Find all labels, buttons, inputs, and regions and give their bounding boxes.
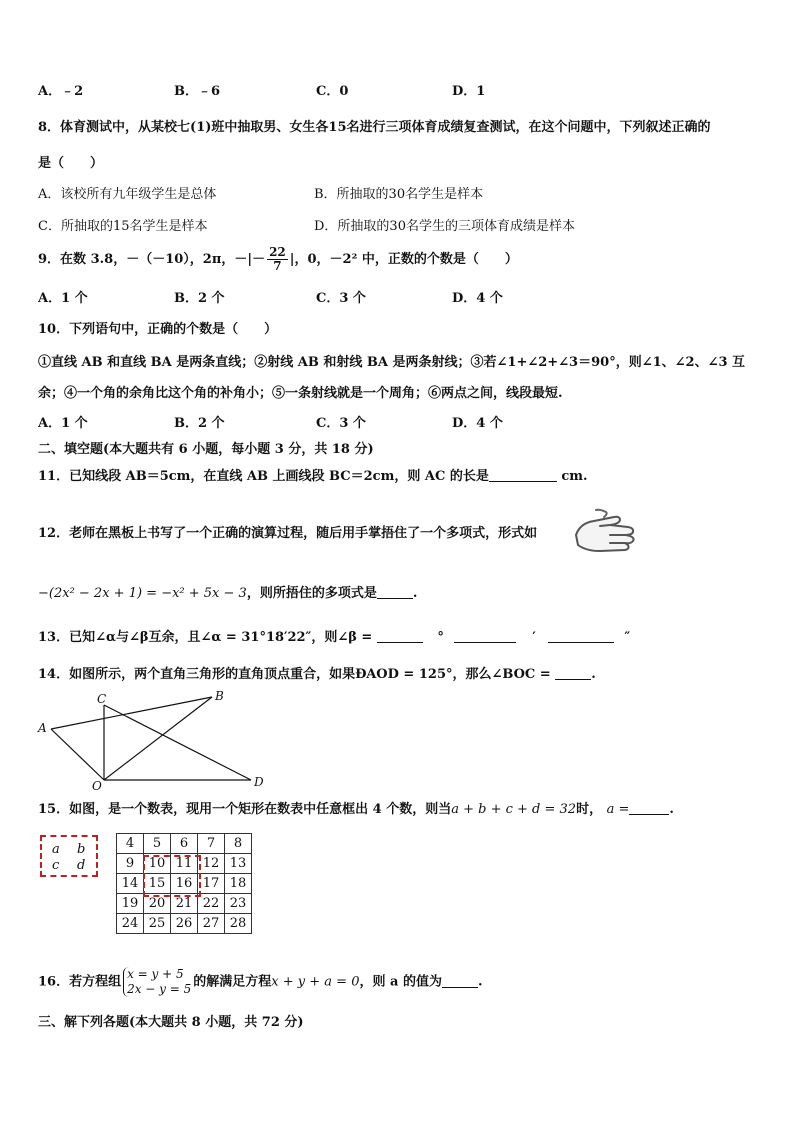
q15-selection-box-legend (40, 835, 98, 877)
q7-option-d: D．1 (452, 84, 486, 99)
q15-stem-pre: 15．如图，是一个数表，现用一个矩形在数表中任意框出 4 个数，则当 (38, 802, 452, 817)
box-b: b (77, 842, 86, 857)
label-a: A (38, 721, 47, 735)
q11-answer-blank[interactable] (489, 468, 557, 482)
q7-option-a: A．﹣2 (38, 84, 84, 99)
q9-option-b: B．2 个 (174, 291, 225, 306)
table-cell: 22 (198, 894, 225, 914)
q13-degree-blank[interactable] (377, 629, 423, 643)
q9-frac-numerator: 22 (269, 245, 286, 259)
q15-stem (38, 801, 674, 819)
segment-ob (104, 697, 212, 780)
q9-option-c: C．3 个 (316, 291, 366, 306)
table-cell: 19 (117, 894, 144, 914)
q12-formula-line (38, 585, 417, 603)
label-c: C (97, 692, 107, 706)
table-cell: 10 (144, 854, 171, 874)
table-cell: 28 (225, 914, 252, 934)
q12-answer-blank[interactable] (377, 585, 413, 599)
segment-cd (104, 705, 251, 780)
q16-end: . (477, 974, 483, 990)
table-cell: 23 (225, 894, 252, 914)
q8-stem-line2: 是（ ） (38, 156, 104, 171)
table-cell: 12 (198, 854, 225, 874)
q10-statement-line1: ①直线 AB 和直线 BA 是两条直线；②射线 AB 和射线 BA 是两条射线；③若∠1+∠2+∠3＝90°，则∠1、∠2、∠3 互 (38, 355, 746, 370)
table-cell: 17 (198, 874, 225, 894)
q8-option-b: B．所抽取的30名学生是样本 (314, 187, 484, 202)
q13-stem-pre: 13．已知∠α与∠β互余，且∠α = 31°18′22″，则∠β = (38, 630, 377, 645)
table-cell: 18 (225, 874, 252, 894)
q10-option-b: B．2 个 (174, 416, 225, 431)
label-b: B (215, 689, 224, 703)
table-cell: 14 (117, 874, 144, 894)
q15-stem-mid: 时， (576, 802, 603, 817)
q16-stem (38, 967, 482, 997)
table-cell: 5 (144, 834, 171, 854)
table-cell: 20 (144, 894, 171, 914)
q13-minute-blank[interactable] (454, 629, 516, 643)
q10-option-c: C．3 个 (316, 416, 366, 431)
q12-formula: −(2x² − 2x + 1) = −x² + 5x − 3 (38, 586, 247, 601)
hand-covering-icon (570, 505, 640, 557)
q8-option-a: A．该校所有九年级学生是总体 (38, 187, 217, 202)
q14-triangle-figure (34, 688, 270, 794)
q15-equation: a + b + c + d = 32 (451, 802, 577, 817)
q15-table-highlight-box (143, 855, 201, 897)
table-cell: 16 (171, 874, 198, 894)
q9-frac-denominator: 7 (273, 259, 282, 273)
q10-option-d: D．4 个 (452, 416, 503, 431)
q9-stem (38, 246, 518, 273)
table-row (117, 834, 252, 854)
q10-option-a: A．1 个 (38, 416, 88, 431)
q15-variable: a = (606, 802, 630, 817)
q13-stem (38, 629, 630, 647)
q13-degree-sign: ° (437, 630, 444, 645)
q12-end: . (412, 586, 418, 601)
box-c: c (52, 858, 60, 873)
q16-stem-pre: 16．若方程组 (38, 974, 122, 990)
table-cell: 7 (198, 834, 225, 854)
label-o: O (92, 779, 102, 793)
q8-stem-line1: 8．体育测试中，从某校七(1)班中抽取男、女生各15名进行三项体育成绩复查测试，在这个问题中，下列叙述正确的 (38, 120, 711, 135)
q16-stem-mid: 的解满足方程 (193, 974, 272, 990)
q7-option-b: B．﹣6 (174, 84, 221, 99)
table-cell: 6 (171, 834, 198, 854)
q14-stem-pre: 14．如图所示，两个直角三角形的直角顶点重合，如果ÐAOD = 125°，那么∠BOC = (38, 667, 551, 682)
table-cell: 25 (144, 914, 171, 934)
table-cell: 27 (198, 914, 225, 934)
segment-ab (51, 697, 212, 729)
q9-option-d: D．4 个 (452, 291, 503, 306)
q8-option-d: D．所抽取的30名学生的三项体育成绩是样本 (314, 219, 575, 234)
q13-minute-sign: ′ (532, 630, 536, 645)
section-2-heading: 二、填空题(本大题共有 6 小题，每小题 3 分，共 18 分) (38, 442, 374, 457)
table-cell: 21 (171, 894, 198, 914)
q9-option-a: A．1 个 (38, 291, 88, 306)
q11-stem-pre: 11．已知线段 AB＝5cm，在直线 AB 上画线段 BC＝2cm，则 AC 的长是 (38, 469, 489, 484)
segment-ao (51, 729, 104, 780)
section-3-heading: 三、解下列各题(本大题共 8 小题，共 72 分) (38, 1015, 304, 1030)
table-cell: 24 (117, 914, 144, 934)
table-row (117, 914, 252, 934)
table-cell: 26 (171, 914, 198, 934)
q14-end: . (591, 667, 596, 682)
q9-stem-post: |，0，－2² 中，正数的个数是（ ） (289, 252, 518, 267)
table-cell: 9 (117, 854, 144, 874)
q15-end: . (669, 802, 674, 817)
table-cell: 11 (171, 854, 198, 874)
q12-stem-line1: 12．老师在黑板上书写了一个正确的演算过程，随后用手掌捂住了一个多项式，形式如 (38, 526, 538, 541)
q14-answer-blank[interactable] (555, 666, 591, 680)
box-d: d (77, 858, 86, 873)
q9-fraction (267, 246, 288, 273)
table-cell: 15 (144, 874, 171, 894)
table-cell: 8 (225, 834, 252, 854)
q16-equation-3: x + y + a = 0 (271, 974, 360, 990)
table-cell: 4 (117, 834, 144, 854)
box-a: a (52, 842, 60, 857)
q10-stem: 10．下列语句中，正确的个数是（ ） (38, 322, 278, 337)
q16-equation-1: x = y + 5 (127, 967, 184, 981)
q11-stem-post: cm. (556, 469, 588, 484)
q16-equation-2: 2x − y = 5 (127, 982, 192, 996)
q9-stem-pre: 9．在数 3.8，－（－10），2π，－|－ (38, 252, 266, 267)
table-cell: 13 (225, 854, 252, 874)
q16-answer-blank[interactable] (442, 974, 478, 988)
q16-stem-post: ，则 a 的值为 (359, 974, 442, 990)
q13-second-sign: ″ (624, 630, 631, 645)
q16-equation-system (123, 967, 191, 997)
q13-second-blank[interactable] (548, 629, 614, 643)
label-d: D (254, 775, 264, 789)
q11-stem (38, 468, 588, 486)
q15-answer-blank[interactable] (629, 801, 669, 815)
q10-statement-line2: 余；④一个角的余角比这个角的补角小；⑤一条射线就是一个周角；⑥两点之间，线段最短. (38, 386, 563, 401)
q7-option-c: C．0 (316, 84, 349, 99)
q12-stem-post: ，则所捂住的多项式是 (246, 586, 377, 601)
q14-stem (38, 666, 596, 684)
q8-option-c: C．所抽取的15名学生是样本 (38, 219, 208, 234)
